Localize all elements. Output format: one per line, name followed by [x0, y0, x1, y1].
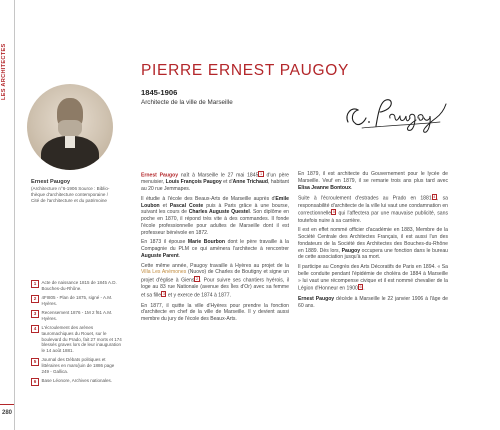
portrait-caption-name: Ernest Paugoy [31, 179, 71, 185]
text-run: Il étudie à l'école des Beaux-Arts de Marseille auprès d' [141, 195, 276, 202]
paragraph [298, 227, 448, 261]
villa-link[interactable]: Villa Les Anémones [141, 269, 187, 276]
text-run: occupera une fonction dans le bureau de cette association jusqu'à sa mort. [298, 247, 448, 261]
text-run: (Nuovo) de Charles de Boutigny et signe un projet d'église à Giens [141, 269, 289, 284]
page-number: 280 [2, 410, 13, 416]
person-name: Charles Auguste Questel [188, 209, 250, 216]
page-number-rule [0, 404, 14, 405]
paragraph [141, 196, 289, 237]
text-run: et d' [221, 179, 233, 186]
text-column-left [141, 171, 289, 326]
footnote-ref: 3 [162, 292, 165, 297]
reference-item [31, 378, 123, 386]
person-name: Emile Loubon [141, 195, 289, 209]
reference-item [31, 280, 123, 292]
person-name: Elisa Jeanne Bontoux [298, 184, 351, 191]
reference-text: Recensement 1876 - 1M 2 f61 A.M. Hyères. [41, 309, 113, 321]
reference-item [31, 357, 123, 374]
reference-number: 4 [31, 325, 39, 333]
paragraph [298, 296, 448, 310]
reference-number: 6 [31, 378, 39, 386]
references-list [31, 280, 123, 390]
text-run: décède à Marseille le 22 janvier 1906 à l'âge de 60 ans. [298, 295, 448, 309]
text-run: Il est en effet nommé officier d'académie en 1883, Membre de la Société Centrale des Architectes Français, il est aussi l'un des fondateurs de la Société des Architectes des Bouches-du-Rhône en 1889. Dès lors, [298, 227, 448, 254]
person-name: Marie Bourbon [187, 239, 226, 246]
role-subtitle: Architecte de la ville de Marseille [141, 99, 233, 106]
text-run: . [363, 286, 365, 293]
text-run: puis à Paris grâce à une bourse, suivant les cours de [141, 202, 289, 216]
text-run: naît à Marseille le 27 mai 1845 [178, 172, 259, 179]
person-name: Pascal Coste [169, 202, 204, 209]
reference-text: L'écroulement des arènes tauromachiques du Rouet, sur le boulevard du Prado, fait 27 morts et 174 blessés graves lors de leur inauguration le 14 août 1881. [41, 324, 122, 354]
text-column-right [298, 171, 448, 312]
signature-image [340, 88, 450, 136]
person-name: Paugoy [341, 247, 361, 254]
reference-item [31, 325, 123, 354]
paragraph [141, 171, 289, 193]
text-run: , sa responsabilité d'architecte de la ville lui vaut une condamnation en correctionnelle [298, 195, 448, 217]
reference-number: 1 [31, 280, 39, 288]
reference-number: 2 [31, 295, 39, 303]
text-run: . [350, 184, 353, 191]
life-dates: 1845-1906 [141, 88, 178, 97]
paragraph [141, 263, 289, 300]
text-run: d'un père menuisier, [141, 172, 289, 186]
portrait-caption-text: (Architecture n°6-1906 Source : Biblio-thèque d'architecture contemporaine / Cité de l'architecture et du patrimoine [31, 186, 110, 203]
reference-number: 5 [31, 358, 39, 366]
text-run: et [159, 202, 170, 209]
paragraph [141, 239, 289, 259]
person-name-highlight: Ernest Paugoy [141, 172, 179, 179]
portrait-photo [27, 84, 113, 170]
section-label: LES ARCHITECTES [1, 43, 7, 100]
reference-text: Journal des Débats politiques et littéraires en mars/juin de 1886 page 249 - Gallica. [41, 357, 115, 374]
text-run: . [178, 252, 181, 259]
paragraph [298, 264, 448, 293]
text-run: et y exerce de 1874 à 1877. [166, 292, 231, 299]
text-run: . Son diplôme en poche en 1870, il répond très vite à des commandes. Il fonde l'école professionnelle pour adultes de Marseille dont il est professeur bénévole en 1872. [141, 209, 290, 236]
text-run: , habitant au 20 rue Jemmapes. [141, 179, 289, 193]
text-run: Suite à l'écroulement d'estrades au Prado en 1881 [298, 195, 432, 202]
reference-item [31, 295, 123, 307]
reference-text: Base Léonore, Archives nationales. [41, 378, 113, 384]
footnote-ref: 6 [359, 285, 362, 290]
reference-number: 3 [31, 310, 39, 318]
footnote-ref: 4 [433, 195, 436, 200]
paragraph [141, 303, 289, 323]
text-run: En 1879, il est architecte du Gouvernement pour le lycée de Marseille. Veuf en 1879, il se remarie trois ans plus tard avec [298, 171, 448, 184]
footnote-ref: 1 [260, 172, 263, 176]
paragraph [298, 194, 448, 224]
footnote-ref: 2 [196, 277, 199, 282]
reference-text: 4FI805 - Plan de 1875, signé - A.M. Hyères. [41, 294, 113, 306]
text-run: En 1877, il quitte la ville d'Hyères pour prendre la fonction d'architecte en chef de la ville de Marseille. Il y devient aussi membre du jury de l'école des Beaux-Arts. [141, 302, 289, 323]
paragraph [298, 171, 448, 191]
reference-item [31, 310, 123, 322]
text-run: . Pour suivre ses chantiers hyérois, il loge au 83 rue Nationale (avenue des Îles d'Or) avec sa femme et sa fille [141, 277, 289, 299]
footnote-ref: 5 [332, 210, 335, 215]
person-name: Anne Trichaud [232, 179, 268, 186]
text-run: Cette même année, Paugoy travaille à Hyères au projet de la [141, 262, 289, 269]
text-run: Il participe au Congrès des Arts Décoratifs de Paris en 1894. « Sa belle conduite pendant l'épidémie de choléra de 1884 à Marseille » lui vaut une récompense civique et il est nommé chevalier de la Légion d'Honneur en 1900 [298, 264, 448, 293]
text-run: dont le père travaille à la Compagnie du PLM ce qui amènera l'architecte à rencontrer [141, 239, 289, 253]
reference-text: Acte de naissance 1815 de 1845 A.D. Bouches-du-Rhône. [41, 280, 117, 291]
person-name: Louis François Paugoy [165, 179, 222, 186]
person-name: Auguste Parent [141, 252, 179, 259]
text-run: En 1873 il épouse [141, 239, 188, 246]
portrait-collar [65, 136, 75, 148]
person-name: Ernest Paugoy [298, 295, 335, 302]
text-run: qui l'affectera par une mauvaise publicité, sans toutefois nuire à sa carrière. [298, 210, 448, 224]
page-title: PIERRE ERNEST PAUGOY [141, 62, 350, 79]
